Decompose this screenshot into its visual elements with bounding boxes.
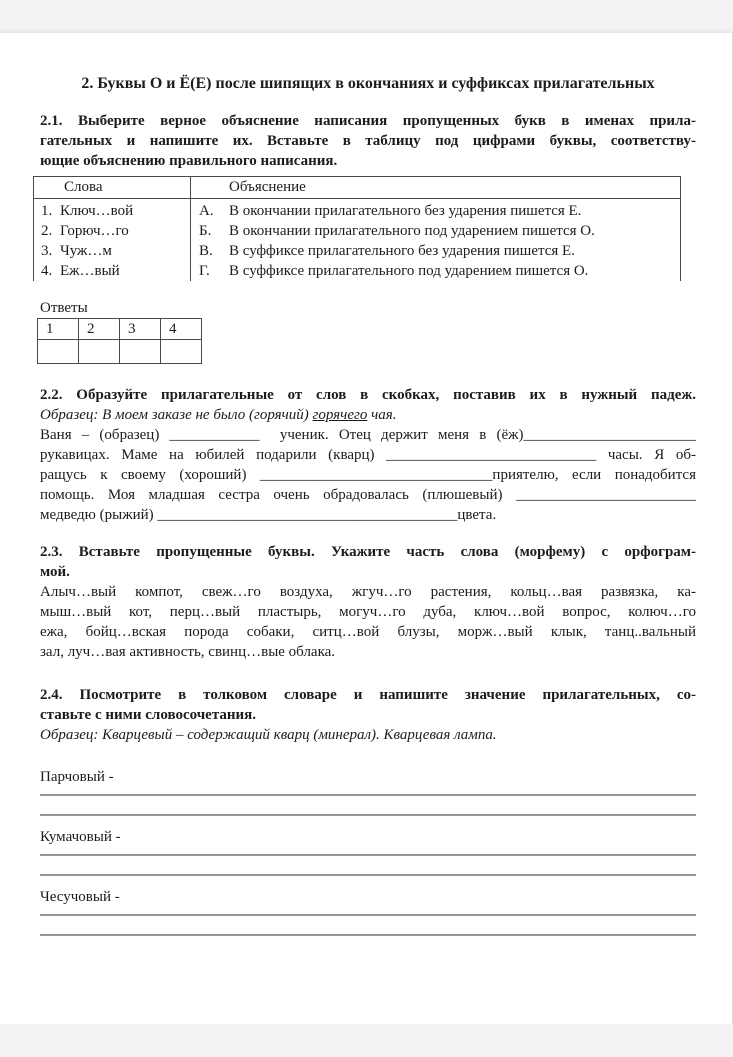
word-number: 2. bbox=[41, 223, 53, 239]
write-in-line bbox=[40, 854, 696, 856]
task-2-4 bbox=[40, 685, 696, 936]
fill-in-line: Ваня – (образец) ____________ ученик. Отец держит меня в (ёж)_______________________ bbox=[40, 427, 696, 443]
word-item: Ключ…вой bbox=[60, 203, 134, 219]
answers-col-number: 3 bbox=[120, 319, 161, 340]
dictionary-word-label: Кумачовый - bbox=[40, 829, 121, 845]
dictionary-item bbox=[40, 827, 696, 876]
fill-in-line: медведю (рыжий) ________________________________________цвета. bbox=[40, 507, 497, 523]
word-item: Чуж…м bbox=[60, 243, 112, 259]
explanation-text: В суффиксе прилагательного без ударения пишется Е. bbox=[229, 243, 575, 259]
task-2-4-example: Образец: Кварцевый – содержащий кварц (минерал). Кварцевая лампа. bbox=[40, 727, 497, 743]
exercise-text-line: ежа, бойц…вская порода собаки, ситц…вой блузы, морж…вый клык, танц..вальный bbox=[40, 624, 696, 640]
task-2-2-example bbox=[40, 405, 696, 425]
answers-blank-row bbox=[38, 340, 202, 364]
explanation-letter: А. bbox=[199, 203, 214, 219]
task-2-4-heading-line: ставьте с ними словосочетания. bbox=[40, 707, 257, 723]
task-2-2 bbox=[40, 385, 696, 525]
explanation-text: В окончании прилагательного без ударения пишется Е. bbox=[229, 203, 582, 219]
exercise-text-line: мыш…вый кот, перц…вый пластырь, могуч…го дуба, ключ…вой вопрос, колюч…го bbox=[40, 604, 696, 620]
answers-header-row bbox=[38, 319, 202, 340]
column-header-words: Слова bbox=[34, 177, 191, 199]
example-prefix: Образец: В моем заказе не было (горячий) bbox=[40, 407, 313, 423]
explanation-text: В окончании прилагательного под ударением пишется О. bbox=[229, 223, 595, 239]
task-2-1-heading bbox=[40, 111, 696, 171]
answers-table bbox=[37, 318, 202, 364]
task-2-4-heading-line: 2.4. Посмотрите в толковом словаре и напишите значение прилагательных, со- bbox=[40, 687, 696, 703]
answer-cell bbox=[120, 340, 161, 364]
dictionary-word-label: Парчовый - bbox=[40, 769, 114, 785]
table-row bbox=[34, 261, 681, 281]
table-row bbox=[34, 199, 681, 222]
task-2-2-heading: 2.2. Образуйте прилагательные от слов в скобках, поставив их в нужный падеж. bbox=[40, 387, 696, 403]
page-title: 2. Буквы О и Ё(Е) после шипящих в окончаниях и суффиксах прилагательных bbox=[81, 75, 655, 92]
document-viewer bbox=[0, 33, 733, 1057]
dictionary-item bbox=[40, 887, 696, 936]
answers-label: Ответы bbox=[40, 300, 88, 316]
answers-col-number: 2 bbox=[79, 319, 120, 340]
fill-in-line: помощь. Моя младшая сестра очень обрадовалась (плюшевый) ________________________ bbox=[40, 487, 696, 503]
fill-in-line: ращусь к своему (хороший) _______________________________приятелю, если понадобится bbox=[40, 467, 696, 483]
answers-block bbox=[40, 300, 696, 364]
word-item: Еж…вый bbox=[60, 263, 120, 279]
example-underlined-word: горячего bbox=[312, 407, 368, 423]
answers-col-number: 4 bbox=[161, 319, 202, 340]
word-item: Горюч…го bbox=[60, 223, 129, 239]
fill-in-line: рукавицах. Маме на юбилей подарили (кварц) ____________________________ часы. Я об- bbox=[40, 447, 696, 463]
explanation-letter: Б. bbox=[199, 223, 212, 239]
write-in-line bbox=[40, 794, 696, 796]
task-2-3 bbox=[40, 542, 696, 662]
word-number: 1. bbox=[41, 203, 53, 219]
worksheet-page bbox=[0, 33, 733, 1024]
explanation-letter: Г. bbox=[199, 263, 210, 279]
write-in-line bbox=[40, 814, 696, 816]
column-header-explanation: Объяснение bbox=[191, 177, 681, 199]
task-2-3-heading-line: мой. bbox=[40, 564, 70, 580]
exercise-text-line: Алыч…вый компот, свеж…го воздуха, жгуч…го растения, кольц…вая развязка, ка- bbox=[40, 584, 696, 600]
answer-cell bbox=[38, 340, 79, 364]
write-in-line bbox=[40, 874, 696, 876]
explanation-text: В суффиксе прилагательного под ударением пишется О. bbox=[229, 263, 589, 279]
word-number: 3. bbox=[41, 243, 53, 259]
answer-cell bbox=[161, 340, 202, 364]
task-2-3-heading-line: 2.3. Вставьте пропущенные буквы. Укажите часть слова (морфему) с орфограм- bbox=[40, 544, 696, 560]
answer-cell bbox=[79, 340, 120, 364]
exercise-text-line: зал, луч…вая активность, свинц…вые облака. bbox=[40, 644, 336, 660]
words-explanation-table bbox=[33, 176, 681, 281]
table-row bbox=[34, 241, 681, 261]
dictionary-word-label: Чесучовый - bbox=[40, 889, 120, 905]
heading-line: гательных и напишите их. Вставьте в таблицу под цифрами буквы, соответству- bbox=[40, 133, 696, 149]
table-header-row bbox=[34, 177, 681, 199]
table-row bbox=[34, 221, 681, 241]
write-in-line bbox=[40, 914, 696, 916]
dictionary-item bbox=[40, 767, 696, 816]
heading-line: ющие объяснению правильного написания. bbox=[40, 153, 338, 169]
example-suffix: чая. bbox=[367, 407, 397, 423]
explanation-letter: В. bbox=[199, 243, 213, 259]
word-number: 4. bbox=[41, 263, 53, 279]
write-in-line bbox=[40, 934, 696, 936]
answers-col-number: 1 bbox=[38, 319, 79, 340]
heading-line: 2.1. Выберите верное объяснение написания пропущенных букв в именах прила- bbox=[40, 113, 696, 129]
